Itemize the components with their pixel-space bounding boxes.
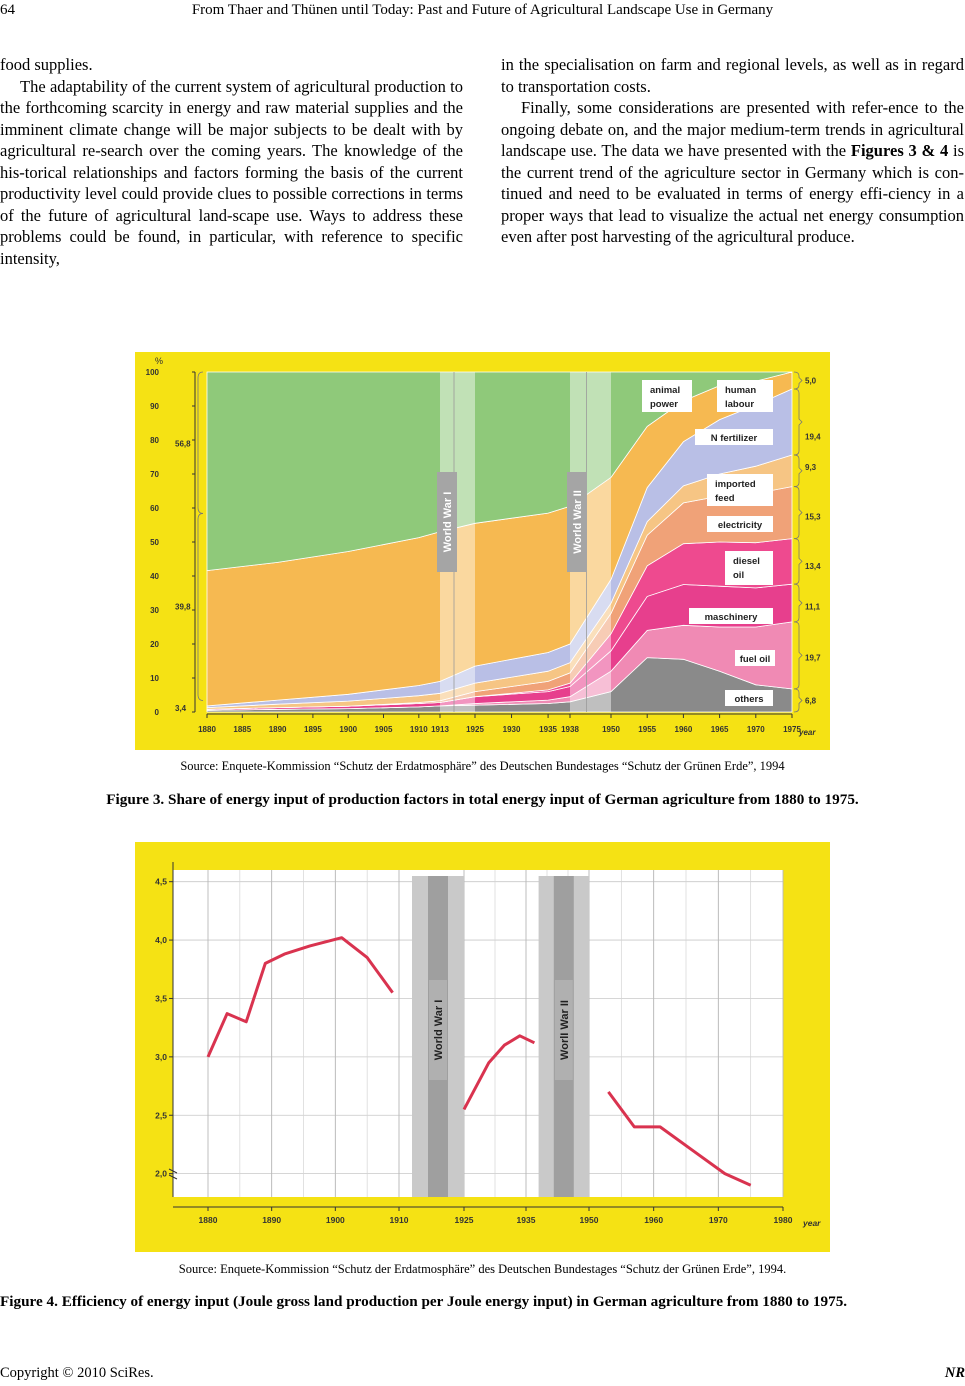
left-value-label: 39,8 [175, 602, 191, 612]
y-tick-label: 100 [145, 368, 159, 377]
x-tick-label: 1910 [409, 725, 428, 734]
x-tick-label: 1913 [431, 725, 449, 734]
x-tick-label: 1925 [454, 1215, 474, 1225]
x-tick-label: 1955 [638, 725, 657, 734]
y-tick-label: 70 [150, 470, 159, 479]
y-tick-label: 0 [154, 708, 159, 717]
y-tick-label: 80 [150, 436, 159, 445]
legend-label: maschinery [704, 612, 758, 623]
x-tick-label: 1885 [233, 725, 252, 734]
y-tick-label: 20 [150, 640, 159, 649]
legend-label-line-2: oil [733, 570, 745, 581]
x-tick-label: 1880 [198, 1215, 218, 1225]
war-label: World War I [442, 491, 454, 553]
page-number: 64 [0, 2, 15, 18]
x-tick-label: 1960 [674, 725, 693, 734]
x-tick-label: 1970 [708, 1215, 728, 1225]
x-tick-label: 1905 [374, 725, 393, 734]
x-tick-label: 1970 [746, 725, 765, 734]
y-tick-label: 4,0 [155, 935, 167, 946]
x-tick-label: 1975 [783, 725, 801, 734]
right-column [501, 54, 964, 248]
legend-label-line-2: power [650, 399, 678, 410]
right-paragraph-1: in the specialisation on farm and regional levels, as well as in regard to transportation costs. [501, 55, 964, 96]
legend-label-line-1: diesel [733, 556, 760, 567]
figure-4-source: Source: Enquete-Kommission “Schutz der Erdatmosphäre” des Deutschen Bundestages “Schutz der Grünen Erde”, 1994. [178, 1262, 787, 1276]
y-axis-label: % [155, 356, 164, 366]
x-tick-label: 1960 [644, 1215, 664, 1225]
x-tick-label: 1930 [502, 725, 521, 734]
legend-label: electricity [717, 520, 763, 531]
left-value-label: 56,8 [175, 439, 191, 449]
right-paragraph-2 [501, 97, 964, 248]
right-value-label: 11,1 [805, 602, 821, 612]
legend-label-line-1: animal [650, 385, 681, 396]
y-tick-label: 60 [150, 504, 159, 513]
y-tick-label: 2,0 [155, 1168, 167, 1179]
figure-3-chart [135, 352, 830, 750]
y-tick-label: 3,5 [155, 993, 167, 1004]
legend-label-line-2: feed [715, 493, 735, 504]
figure-3 [135, 352, 830, 750]
legend-label-line-2: labour [725, 399, 755, 410]
legend-label-line-1: imported [715, 479, 756, 490]
page-footer [0, 1365, 965, 1382]
x-tick-label: 1900 [325, 1215, 345, 1225]
y-tick-label: 4,5 [155, 876, 167, 887]
y-tick-label: 10 [150, 674, 159, 683]
x-tick-label: 1880 [198, 725, 216, 734]
right-value-label: 19,7 [805, 653, 821, 663]
figure-4-chart [135, 842, 830, 1252]
left-value-label: 3,4 [175, 703, 187, 713]
legend-label: others [734, 694, 764, 705]
x-tick-label: 1890 [262, 1215, 282, 1225]
y-tick-label: 40 [150, 572, 159, 581]
x-tick-label: 1925 [466, 725, 484, 734]
y-tick-label: 90 [150, 402, 159, 411]
x-tick-label: 1895 [304, 725, 322, 734]
right-value-label: 5,0 [805, 376, 817, 386]
x-tick-label: 1900 [339, 725, 358, 734]
right-paragraph-2-end: is the current trend of the agriculture sector in Germany which is con-tinued and need to be evaluated in terms of energy effi-ciency in a proper ways that lead to visualize the actual net energy consumption even after post harvesting of the agricultural produce. [501, 141, 964, 246]
y-tick-label: 2,5 [155, 1110, 167, 1121]
x-tick-label: 1890 [268, 725, 287, 734]
war-label: World War I [433, 999, 445, 1061]
y-tick-label: 3,0 [155, 1051, 167, 1062]
left-paragraph-2: The adaptability of the current system of agricultural production to the forthcoming scarcity in energy and raw material supplies and the imminent climate change will be major subjects to be dealt with by agricultural re-search over the coming years. The knowledge of the his-torical relationships and factors forming the basis of the current productivity level could provide clues to possible corrections in terms of the future of agricultural land-scape use. Ways to address these problems could be found, in particular, with reference to specific intensity, [0, 76, 463, 268]
left-column [0, 54, 463, 269]
figure-3-areas [207, 372, 792, 712]
copyright: Copyright © 2010 SciRes. [0, 1365, 154, 1381]
legend-label: N fertilizer [710, 433, 758, 444]
x-axis-label: year [799, 728, 816, 737]
right-value-label: 9,3 [805, 463, 817, 473]
figure-4-caption: Figure 4. Efficiency of energy input (Joule gross land production per Joule energy input) in German agriculture from 1880 to 1975. [0, 1293, 848, 1310]
x-axis-label: year [803, 1218, 821, 1228]
x-tick-label: 1950 [579, 1215, 599, 1225]
y-tick-label: 50 [150, 538, 159, 547]
x-tick-label: 1935 [539, 725, 557, 734]
journal-abbrev: NR [944, 1365, 965, 1381]
x-tick-label: 1910 [389, 1215, 409, 1225]
left-paragraph-1: food supplies. [0, 55, 93, 74]
running-header [0, 2, 965, 24]
right-value-label: 6,8 [805, 696, 817, 706]
right-value-label: 19,4 [805, 432, 821, 442]
running-title: From Thaer and Thünen until Today: Past and Future of Agricultural Landscape Use in Germany [191, 2, 774, 18]
x-tick-label: 1938 [561, 725, 579, 734]
right-value-label: 13,4 [805, 561, 821, 571]
figure-3-caption: Figure 3. Share of energy input of production factors in total energy input of German agriculture from 1880 to 1975. [106, 791, 859, 808]
right-value-label: 15,3 [805, 512, 821, 522]
figure-4 [135, 842, 830, 1252]
x-tick-label: 1935 [516, 1215, 536, 1225]
x-tick-label: 1950 [602, 725, 620, 734]
legend-label: fuel oil [739, 654, 771, 665]
y-tick-label: 30 [150, 606, 159, 615]
figure-reference: Figures 3 & 4 [850, 141, 949, 160]
x-tick-label: 1965 [710, 725, 729, 734]
war-label: World War II [572, 490, 584, 554]
x-tick-label: 1980 [773, 1215, 793, 1225]
legend-label-line-1: human [725, 385, 757, 396]
war-label: WorlI War II [558, 1000, 571, 1060]
right-paragraph-2-start: Finally, some considerations are presented with refer-ence to the ongoing debate on, and the major medium-term trends in agricultural landscape use. The data we have presented with the [501, 98, 964, 160]
figure-3-source: Source: Enquete-Kommission “Schutz der Erdatmosphäre” des Deutschen Bundestages “Schutz der Grünen Erde”, 1994 [180, 759, 785, 773]
